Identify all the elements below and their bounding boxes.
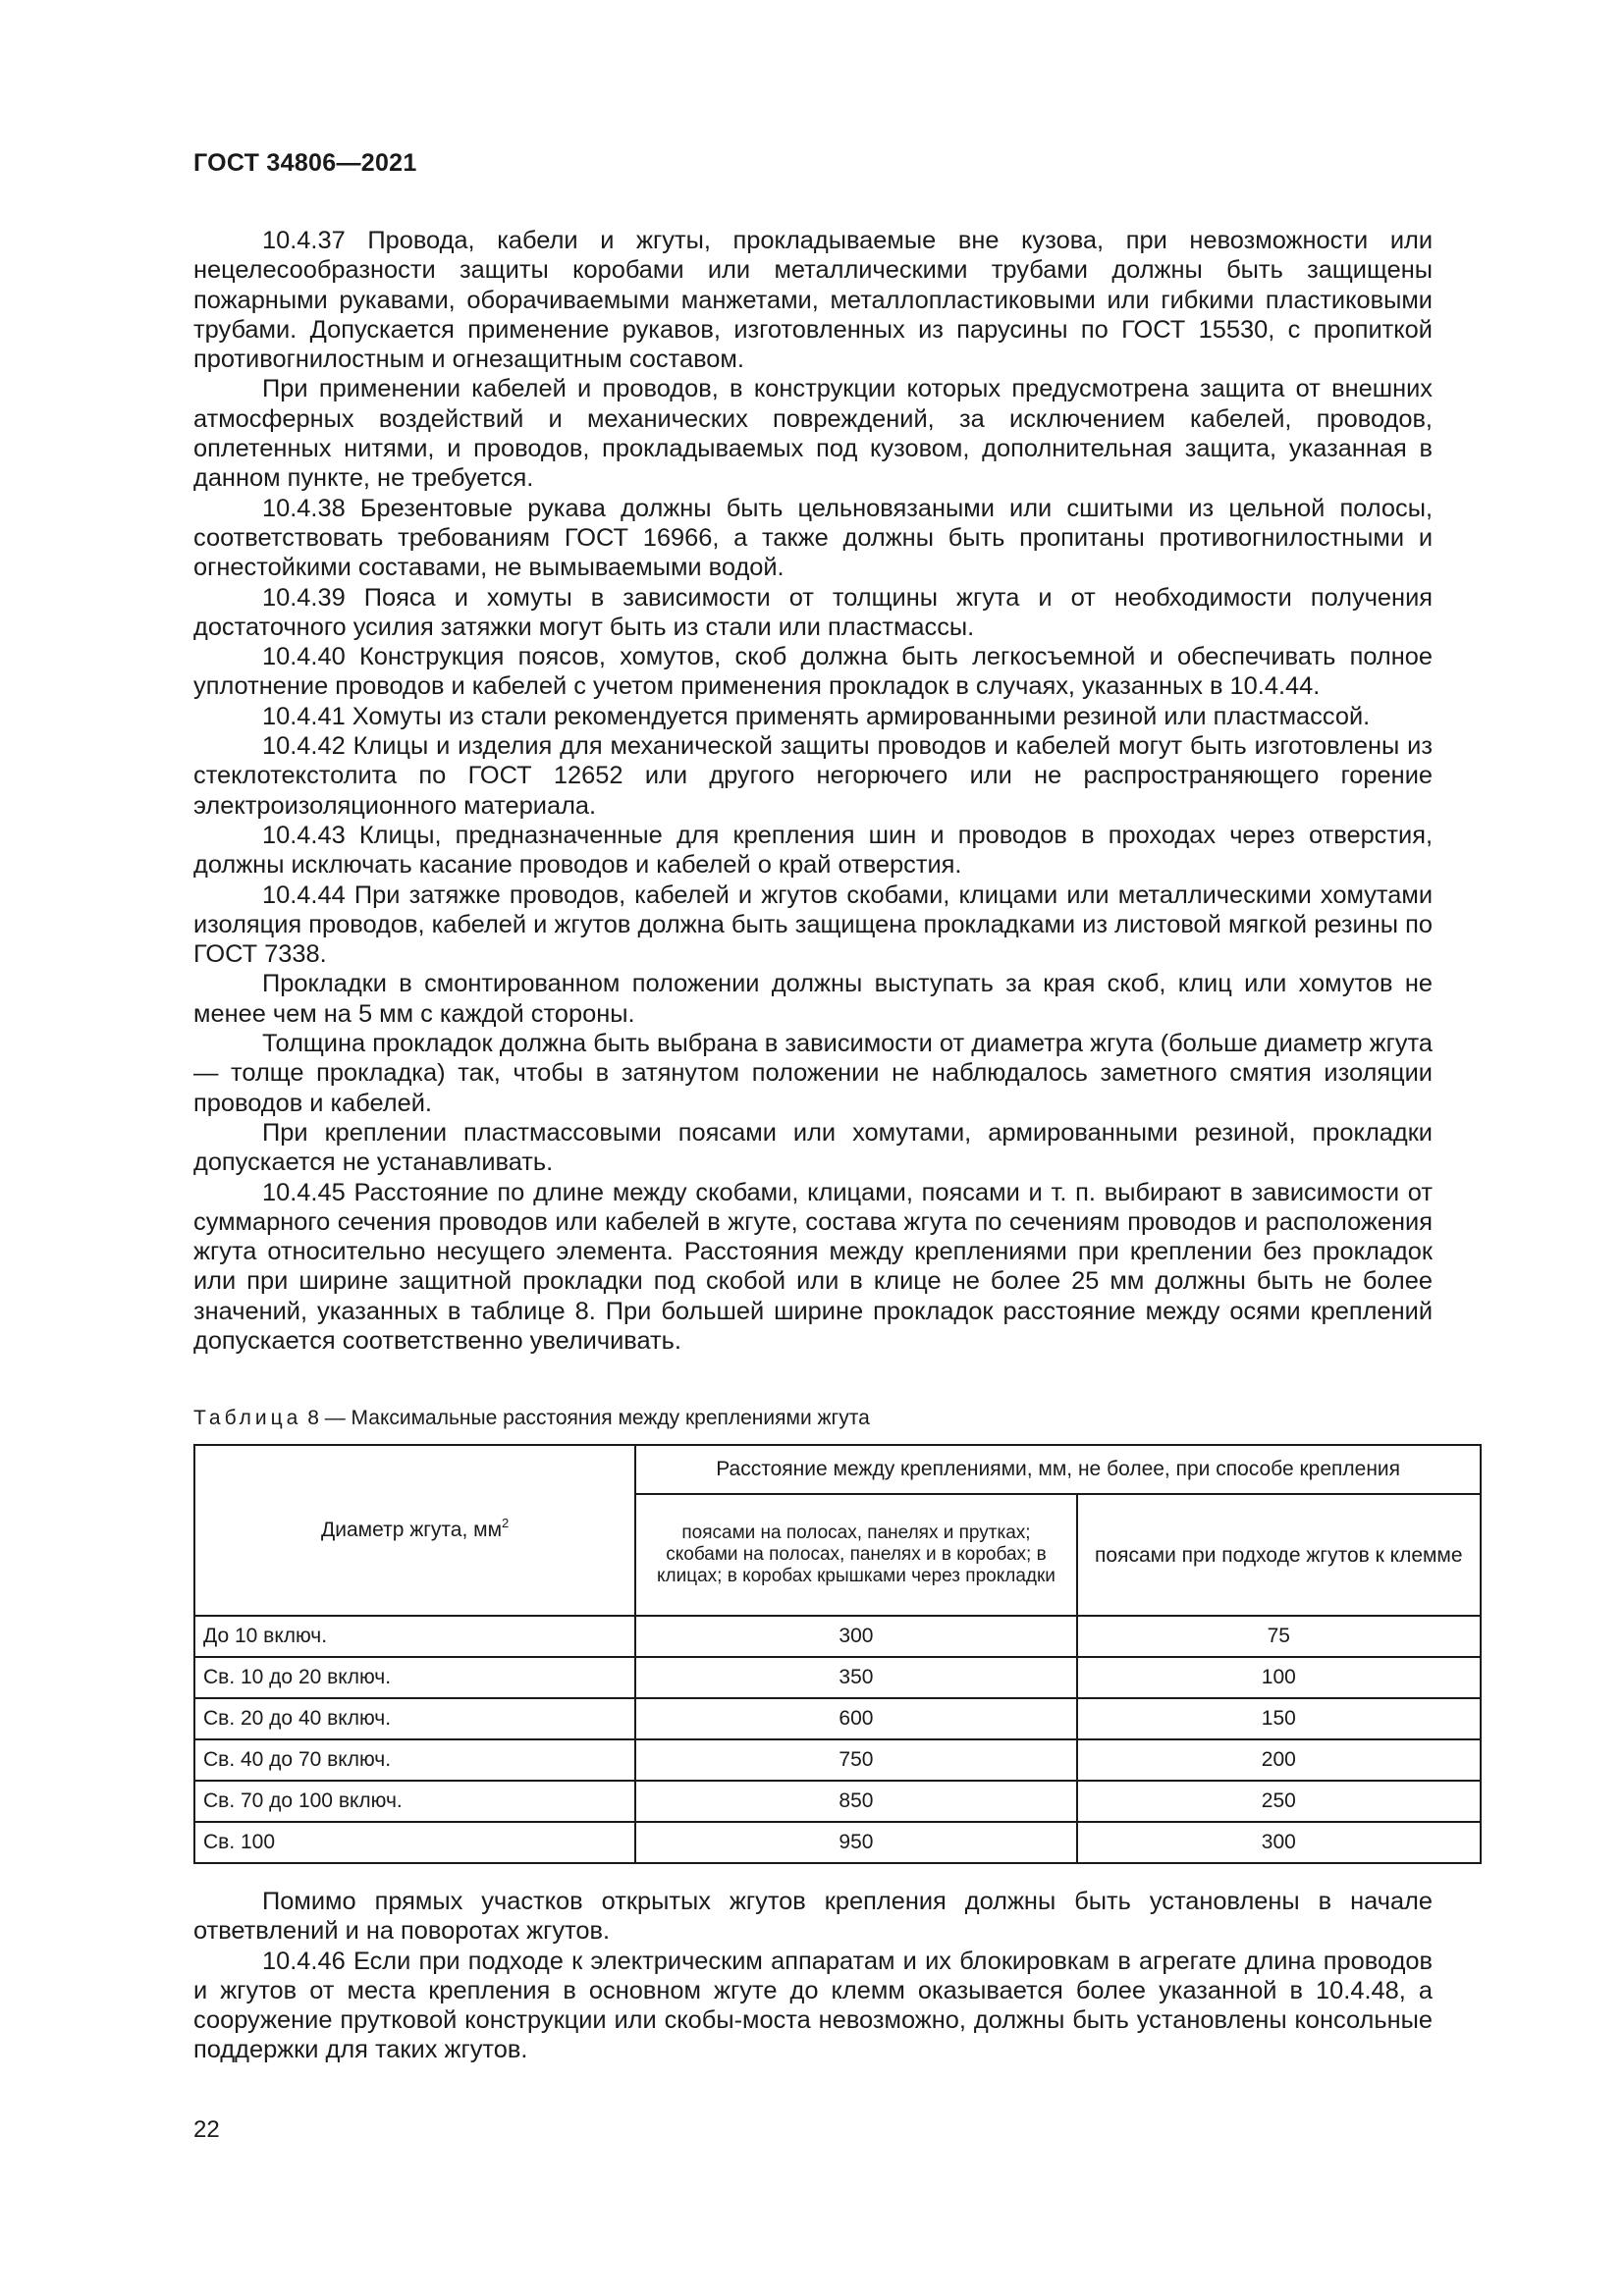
header-method-2: поясами при подходе жгутов к клемме bbox=[1077, 1494, 1481, 1616]
table-caption-label: Таблица bbox=[193, 1407, 302, 1429]
cell-value-1: 750 bbox=[635, 1739, 1076, 1781]
paragraph-10-4-38: 10.4.38 Брезентовые рукава должны быть цельновязаными или сшитыми из цельной полосы, соответствовать требованиям ГОСТ 16966, а также должны быть пропитаны противогнилостными и огнестойкими составами, не вымываемыми водой. bbox=[193, 494, 1433, 582]
header-diameter bbox=[194, 1445, 635, 1616]
cell-value-2: 100 bbox=[1077, 1657, 1481, 1698]
table-row bbox=[194, 1739, 1481, 1781]
header-method-1-text: поясами на полосах, панелях и прутках; скобами на полосах, панелях и в коробах; в клицах; в коробах крышками через прокладки bbox=[656, 1522, 1056, 1586]
cell-value-2: 250 bbox=[1077, 1781, 1481, 1822]
cell-value-1: 300 bbox=[635, 1616, 1076, 1657]
cell-diameter: Св. 40 до 70 включ. bbox=[194, 1739, 635, 1781]
document-header: ГОСТ 34806—2021 bbox=[193, 149, 417, 177]
header-diameter-sup: 2 bbox=[502, 1516, 510, 1530]
paragraph-10-4-41: 10.4.41 Хомуты из стали рекомендуется применять армированными резиной или пластмассой. bbox=[262, 702, 1371, 730]
cell-value-2: 200 bbox=[1077, 1739, 1481, 1781]
paragraph: Прокладки в смонтированном положении должны выступать за края скоб, клиц или хомутов не менее чем на 5 мм с каждой стороны. bbox=[193, 970, 1433, 1028]
cell-diameter: Св. 20 до 40 включ. bbox=[194, 1698, 635, 1739]
paragraph: При креплении пластмассовыми поясами или хомутами, армированными резиной, прокладки допускается не устанавливать. bbox=[193, 1118, 1433, 1177]
paragraph-10-4-42: 10.4.42 Клицы и изделия для механической защиты проводов и кабелей могут быть изготовлены из стеклотекстолита по ГОСТ 12652 или другого негорючего или не распространяющего горение электроизоляционного материала. bbox=[193, 732, 1433, 820]
table-row bbox=[194, 1781, 1481, 1822]
cell-diameter: До 10 включ. bbox=[194, 1616, 635, 1657]
paragraph-10-4-37: 10.4.37 Провода, кабели и жгуты, прокладываемые вне кузова, при невозможности или нецелесообразности защиты коробами или металлическими трубами должны быть защищены пожарными рукавами, оборачиваемыми манжетами, металлопластиковыми или гибкими пластиковыми трубами. Допускается применение рукавов, изготовленных из парусины по ГОСТ 15530, с пропиткой противогнилостным и огнезащитным составом. bbox=[193, 227, 1433, 374]
cell-value-2: 75 bbox=[1077, 1616, 1481, 1657]
cell-value-2: 150 bbox=[1077, 1698, 1481, 1739]
table-row bbox=[194, 1822, 1481, 1863]
paragraph-10-4-40: 10.4.40 Конструкция поясов, хомутов, скоб должна быть легкосъемной и обеспечивать полное уплотнение проводов и кабелей с учетом применения прокладок в случаях, указанных в 10.4.44. bbox=[193, 643, 1433, 701]
paragraph: При применении кабелей и проводов, в конструкции которых предусмотрена защита от внешних атмосферных воздействий и механических повреждений, за исключением кабелей, проводов, оплетенных нитями, и проводов, прокладываемых под кузовом, дополнительная защита, указанная в данном пункте, не требуется. bbox=[193, 375, 1433, 493]
paragraph-10-4-43: 10.4.43 Клицы, предназначенные для крепления шин и проводов в проходах через отверстия, должны исключать касание проводов и кабелей о край отверстия. bbox=[193, 821, 1433, 880]
page-number: 22 bbox=[193, 2116, 220, 2143]
paragraph-10-4-44: 10.4.44 При затяжке проводов, кабелей и жгутов скобами, клицами или металлическими хомутами изоляция проводов, кабелей и жгутов должна быть защищена прокладками из листовой мягкой резины по ГОСТ 7338. bbox=[193, 881, 1433, 969]
table-8 bbox=[193, 1444, 1482, 1864]
paragraph: Помимо прямых участков открытых жгутов крепления должны быть установлены в начале ответвлений и на поворотах жгутов. bbox=[193, 1888, 1433, 1946]
table-row bbox=[194, 1657, 1481, 1698]
cell-value-1: 600 bbox=[635, 1698, 1076, 1739]
header-method-1 bbox=[635, 1494, 1076, 1616]
table-caption bbox=[193, 1406, 870, 1431]
cell-diameter: Св. 10 до 20 включ. bbox=[194, 1657, 635, 1698]
paragraph: Толщина прокладок должна быть выбрана в зависимости от диаметра жгута (больше диаметр жгута — толще прокладка) так, чтобы в затянутом положении не наблюдалось заметного смятия изоляции проводов и кабелей. bbox=[193, 1030, 1433, 1117]
cell-value-1: 850 bbox=[635, 1781, 1076, 1822]
body-text-after-table bbox=[193, 1887, 1433, 2065]
cell-diameter: Св. 100 bbox=[194, 1822, 635, 1863]
cell-value-2: 300 bbox=[1077, 1822, 1481, 1863]
header-group: Расстояние между креплениями, мм, не более, при способе крепления bbox=[635, 1445, 1481, 1494]
table-row bbox=[194, 1616, 1481, 1657]
cell-diameter: Св. 70 до 100 включ. bbox=[194, 1781, 635, 1822]
body-text bbox=[193, 226, 1433, 1356]
paragraph-10-4-45: 10.4.45 Расстояние по длине между скобами, клицами, поясами и т. п. выбирают в зависимости от суммарного сечения проводов или кабелей в жгуте, состава жгута по сечениям проводов и расположения жгута относительно несущего элемента. Расстояния между креплениями при креплении без прокладок или при ширине защитной прокладки под скобой или в клице не более 25 мм должны быть не более значений, указанных в таблице 8. При большей ширине прокладок расстояние между осями креплений допускается соответственно увеличивать. bbox=[193, 1178, 1433, 1355]
table-caption-title: 8 — Максимальные расстояния между креплениями жгута bbox=[307, 1407, 870, 1429]
paragraph-10-4-39: 10.4.39 Пояса и хомуты в зависимости от толщины жгута и от необходимости получения достаточного усилия затяжки могут быть из стали или пластмассы. bbox=[193, 583, 1433, 641]
table-row bbox=[194, 1698, 1481, 1739]
cell-value-1: 350 bbox=[635, 1657, 1076, 1698]
paragraph-10-4-46: 10.4.46 Если при подходе к электрическим аппаратам и их блокировкам в агрегате длина проводов и жгутов от места крепления в основном жгуте до клемм оказывается более указанной в 10.4.48, а сооружение прутковой конструкции или скобы-моста невозможно, должны быть установлены консольные поддержки для таких жгутов. bbox=[193, 1947, 1433, 2064]
header-diameter-text: Диаметр жгута, мм bbox=[321, 1519, 503, 1541]
cell-value-1: 950 bbox=[635, 1822, 1076, 1863]
